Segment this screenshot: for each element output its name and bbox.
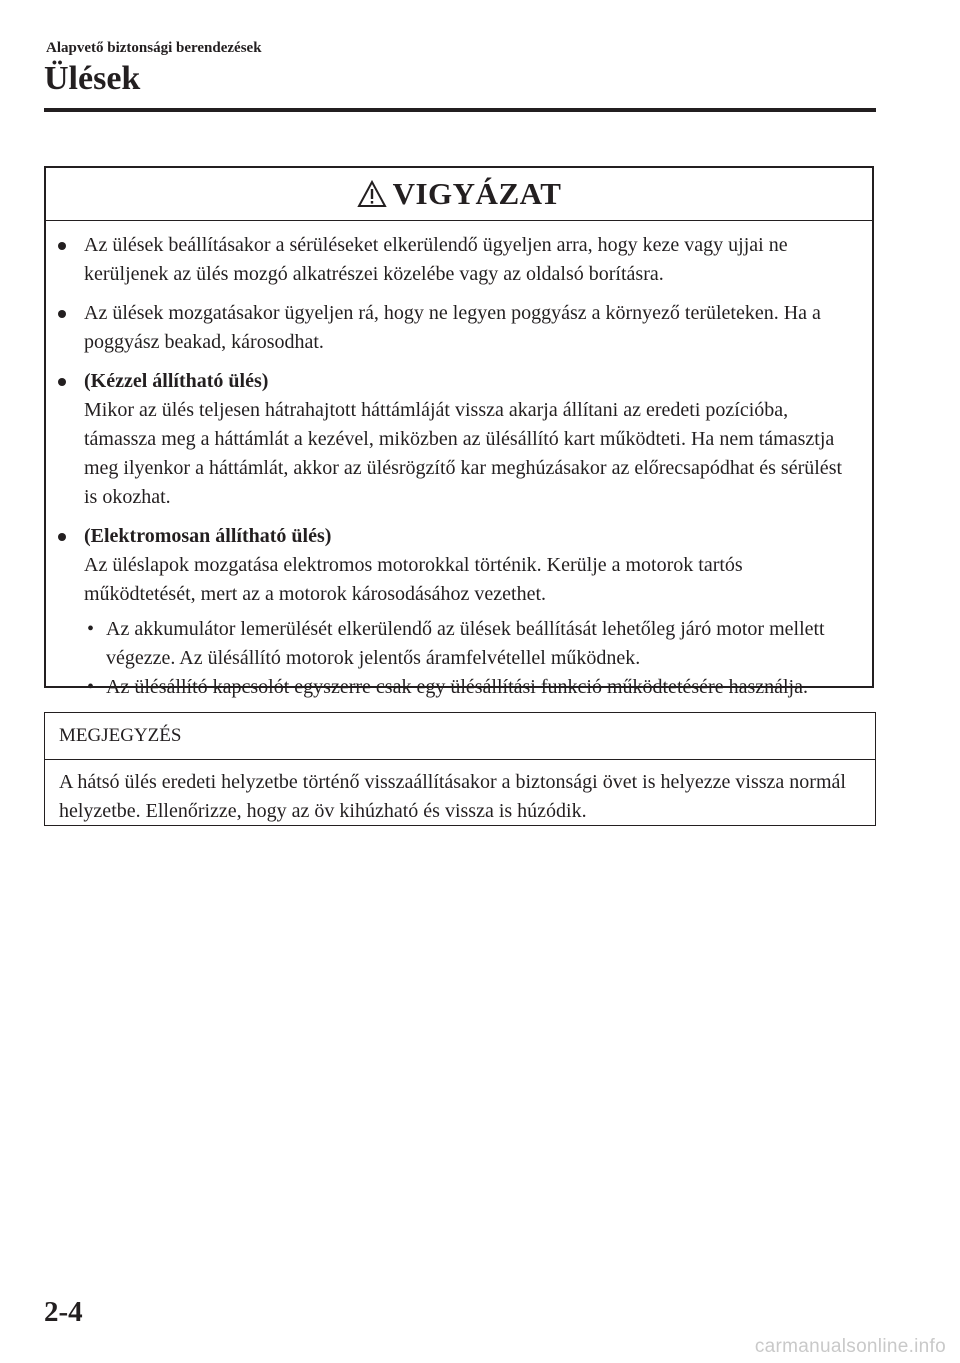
caution-item-text: Mikor az ülés teljesen hátrahajtott háttámláját vissza akarja állítani az eredeti pozícióba, támassza meg a háttámlát a kezével, miközben az ülésállító kart működteti. Ha nem támasztja meg ilyenkor a háttámlát, akkor az ülésrögzítő kar meghúzásakor az előrecsapódhat és sérülést is okozhat. xyxy=(84,399,843,508)
bullet-icon xyxy=(58,310,66,318)
caution-item-text: Az ülések beállításakor a sérüléseket elkerülendő ügyeljen arra, hogy keze vagy ujjai ne kerüljenek az ülés mozgó alkatrészei közelébe vagy az oldalsó borításra. xyxy=(84,234,788,285)
warning-triangle-icon xyxy=(357,180,387,208)
caution-item xyxy=(58,522,858,702)
bullet-icon xyxy=(58,533,66,541)
caution-sublist xyxy=(84,615,858,702)
caution-title: VIGYÁZAT xyxy=(392,176,562,211)
section-label: Alapvető biztonsági berendezések xyxy=(46,40,262,56)
note-box xyxy=(44,712,876,826)
title-rule xyxy=(44,108,876,112)
caution-box xyxy=(44,166,874,698)
sub-bullet-icon: • xyxy=(87,676,95,698)
sub-bullet-icon: • xyxy=(87,618,95,640)
caution-header xyxy=(46,168,872,221)
note-text: A hátsó ülés eredeti helyzetbe történő visszaállításakor a biztonsági övet is helyezze vissza normál helyzetbe. Ellenőrizze, hogy az öv kihúzható és vissza is húzódik. xyxy=(59,771,846,822)
watermark: carmanualsonline.info xyxy=(754,1336,946,1357)
caution-item-heading: (Elektromosan állítható ülés) xyxy=(84,525,332,547)
caution-item xyxy=(58,231,858,289)
bullet-icon xyxy=(58,242,66,250)
caution-item xyxy=(58,367,858,512)
caution-item-text: Az üléslapok mozgatása elektromos motorokkal történik. Kerülje a motorok tartós működtetését, mert az a motorok károsodásához vezethet. xyxy=(84,554,743,605)
caution-item-text: Az ülések mozgatásakor ügyeljen rá, hogy ne legyen poggyász a környező területeken. Ha a poggyász beakad, károsodhat. xyxy=(84,302,821,353)
caution-subitem xyxy=(84,673,858,702)
caution-subitem xyxy=(84,615,858,673)
caution-body xyxy=(46,221,872,702)
caution-subitem-text: Az ülésállító kapcsolót egyszerre csak egy ülésállítási funkció működtetésére használja. xyxy=(106,676,808,698)
caution-item-heading: (Kézzel állítható ülés) xyxy=(84,370,269,392)
caution-subitem-text: Az akkumulátor lemerülését elkerülendő az ülések beállítását lehetőleg járó motor mellett végezze. Az ülésállító motorok jelentős áramfelvétellel működnek. xyxy=(106,618,825,669)
caution-item xyxy=(58,299,858,357)
note-title: MEGJEGYZÉS xyxy=(45,713,875,760)
page-number: 2-4 xyxy=(44,1296,83,1328)
bullet-icon xyxy=(58,378,66,386)
page-title: Ülések xyxy=(44,60,141,97)
